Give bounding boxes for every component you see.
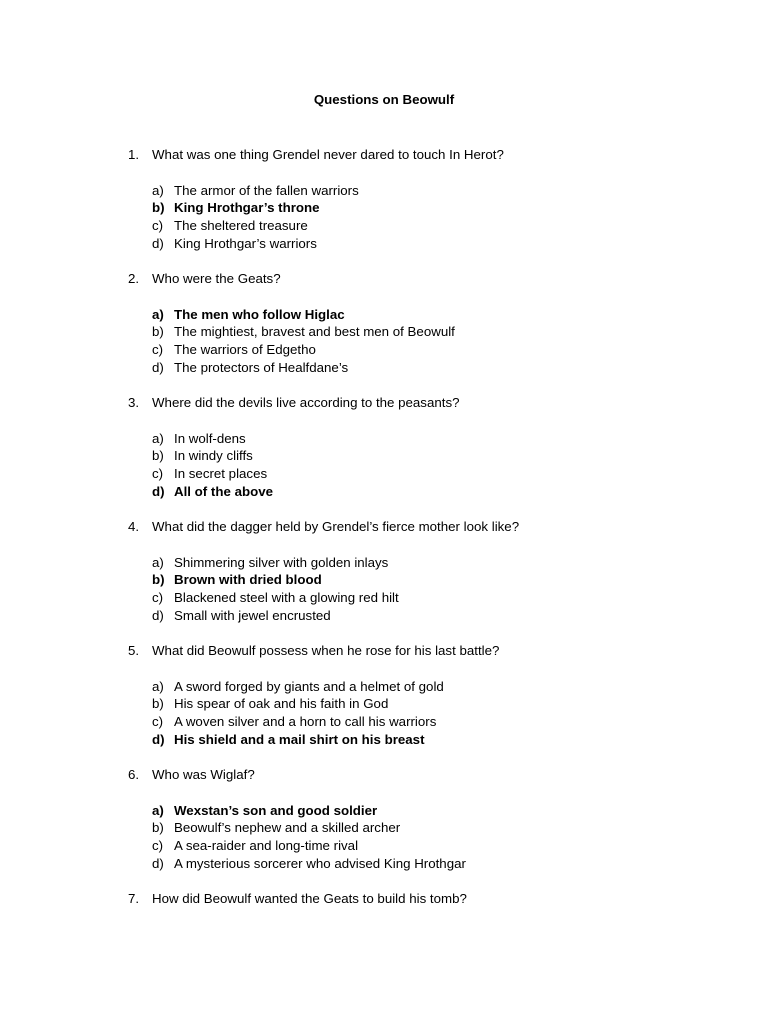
option-letter: d) (152, 731, 165, 747)
option-text: King Hrothgar’s warriors (174, 235, 317, 251)
option-letter: c) (152, 589, 164, 605)
option-letter: c) (152, 837, 164, 853)
answer-option (0, 713, 768, 731)
option-letter: a) (152, 678, 164, 694)
option-text: All of the above (174, 483, 273, 499)
option-text: The mightiest, bravest and best men of Beowulf (174, 324, 455, 340)
question-item (0, 270, 768, 394)
answer-option-correct (0, 731, 768, 749)
answer-option-correct (0, 483, 768, 501)
question-number: 6. (128, 767, 140, 782)
option-text: A woven silver and a horn to call his warriors (174, 713, 437, 729)
option-letter: b) (152, 696, 164, 712)
option-letter: a) (152, 802, 164, 818)
option-letter: b) (152, 572, 165, 588)
option-letter: d) (152, 855, 164, 871)
option-letter: c) (152, 465, 164, 481)
option-text: His spear of oak and his faith in God (174, 696, 389, 712)
option-text: His shield and a mail shirt on his breast (174, 731, 425, 747)
option-letter: b) (152, 448, 164, 464)
question-item (0, 394, 768, 518)
option-text: Beowulf’s nephew and a skilled archer (174, 820, 401, 836)
option-letter: b) (152, 200, 165, 216)
question-number: 7. (128, 891, 140, 906)
answer-option (0, 589, 768, 607)
answer-option-correct (0, 571, 768, 589)
document-title: Questions on Beowulf (313, 92, 455, 107)
answer-options (0, 678, 768, 749)
answer-option-correct (0, 802, 768, 820)
question-number: 1. (128, 147, 140, 162)
option-letter: d) (152, 607, 164, 623)
answer-option (0, 607, 768, 625)
question-text: Who were the Geats? (152, 271, 281, 286)
option-text: Brown with dried blood (174, 572, 322, 588)
option-text: The warriors of Edgetho (174, 341, 316, 357)
question-item (0, 642, 768, 766)
question-item (0, 766, 768, 890)
option-text: King Hrothgar’s throne (174, 200, 320, 216)
answer-option (0, 359, 768, 377)
option-letter: a) (152, 182, 164, 198)
question-text: What did Beowulf possess when he rose for his last battle? (152, 643, 500, 658)
question-number: 3. (128, 395, 140, 410)
option-text: A mysterious sorcerer who advised King Hrothgar (174, 855, 466, 871)
option-text: Blackened steel with a glowing red hilt (174, 589, 399, 605)
option-letter: b) (152, 324, 164, 340)
answer-option-correct (0, 199, 768, 217)
option-letter: c) (152, 713, 164, 729)
question-text: Who was Wiglaf? (152, 767, 255, 782)
option-text: In wolf-dens (174, 430, 246, 446)
answer-options (0, 430, 768, 501)
option-text: A sea-raider and long-time rival (174, 837, 359, 853)
option-letter: d) (152, 483, 165, 499)
question-item (0, 890, 768, 908)
answer-option (0, 837, 768, 855)
question-item (0, 146, 768, 270)
answer-option (0, 447, 768, 465)
question-text: Where did the devils live according to the peasants? (152, 395, 460, 410)
option-text: In secret places (174, 465, 268, 481)
answer-options (0, 802, 768, 873)
answer-option (0, 554, 768, 572)
answer-option (0, 819, 768, 837)
option-letter: a) (152, 306, 164, 322)
question-text: How did Beowulf wanted the Geats to build his tomb? (152, 891, 467, 906)
question-number: 2. (128, 271, 140, 286)
question-text: What was one thing Grendel never dared to touch In Herot? (152, 147, 504, 162)
question-list (0, 146, 768, 908)
option-text: Shimmering silver with golden inlays (174, 554, 389, 570)
answer-option (0, 855, 768, 873)
option-letter: c) (152, 217, 164, 233)
option-text: The sheltered treasure (174, 217, 308, 233)
question-number: 5. (128, 643, 140, 658)
question-item (0, 518, 768, 642)
option-text: Wexstan’s son and good soldier (174, 802, 378, 818)
option-letter: b) (152, 820, 164, 836)
answer-option-correct (0, 306, 768, 324)
answer-option (0, 182, 768, 200)
answer-option (0, 465, 768, 483)
answer-options (0, 306, 768, 377)
answer-option (0, 678, 768, 696)
answer-option (0, 217, 768, 235)
option-text: The protectors of Healfdane’s (174, 359, 349, 375)
option-letter: d) (152, 359, 164, 375)
answer-options (0, 554, 768, 625)
answer-option (0, 341, 768, 359)
question-text: What did the dagger held by Grendel’s fierce mother look like? (152, 519, 520, 534)
option-text: The men who follow Higlac (174, 306, 345, 322)
answer-options (0, 182, 768, 253)
option-letter: a) (152, 430, 164, 446)
option-letter: c) (152, 341, 164, 357)
answer-option (0, 235, 768, 253)
answer-option (0, 430, 768, 448)
answer-option (0, 323, 768, 341)
option-text: In windy cliffs (174, 448, 253, 464)
answer-option (0, 695, 768, 713)
question-number: 4. (128, 519, 140, 534)
option-text: The armor of the fallen warriors (174, 182, 359, 198)
option-letter: d) (152, 235, 164, 251)
option-letter: a) (152, 554, 164, 570)
option-text: Small with jewel encrusted (174, 607, 331, 623)
option-text: A sword forged by giants and a helmet of gold (174, 678, 444, 694)
